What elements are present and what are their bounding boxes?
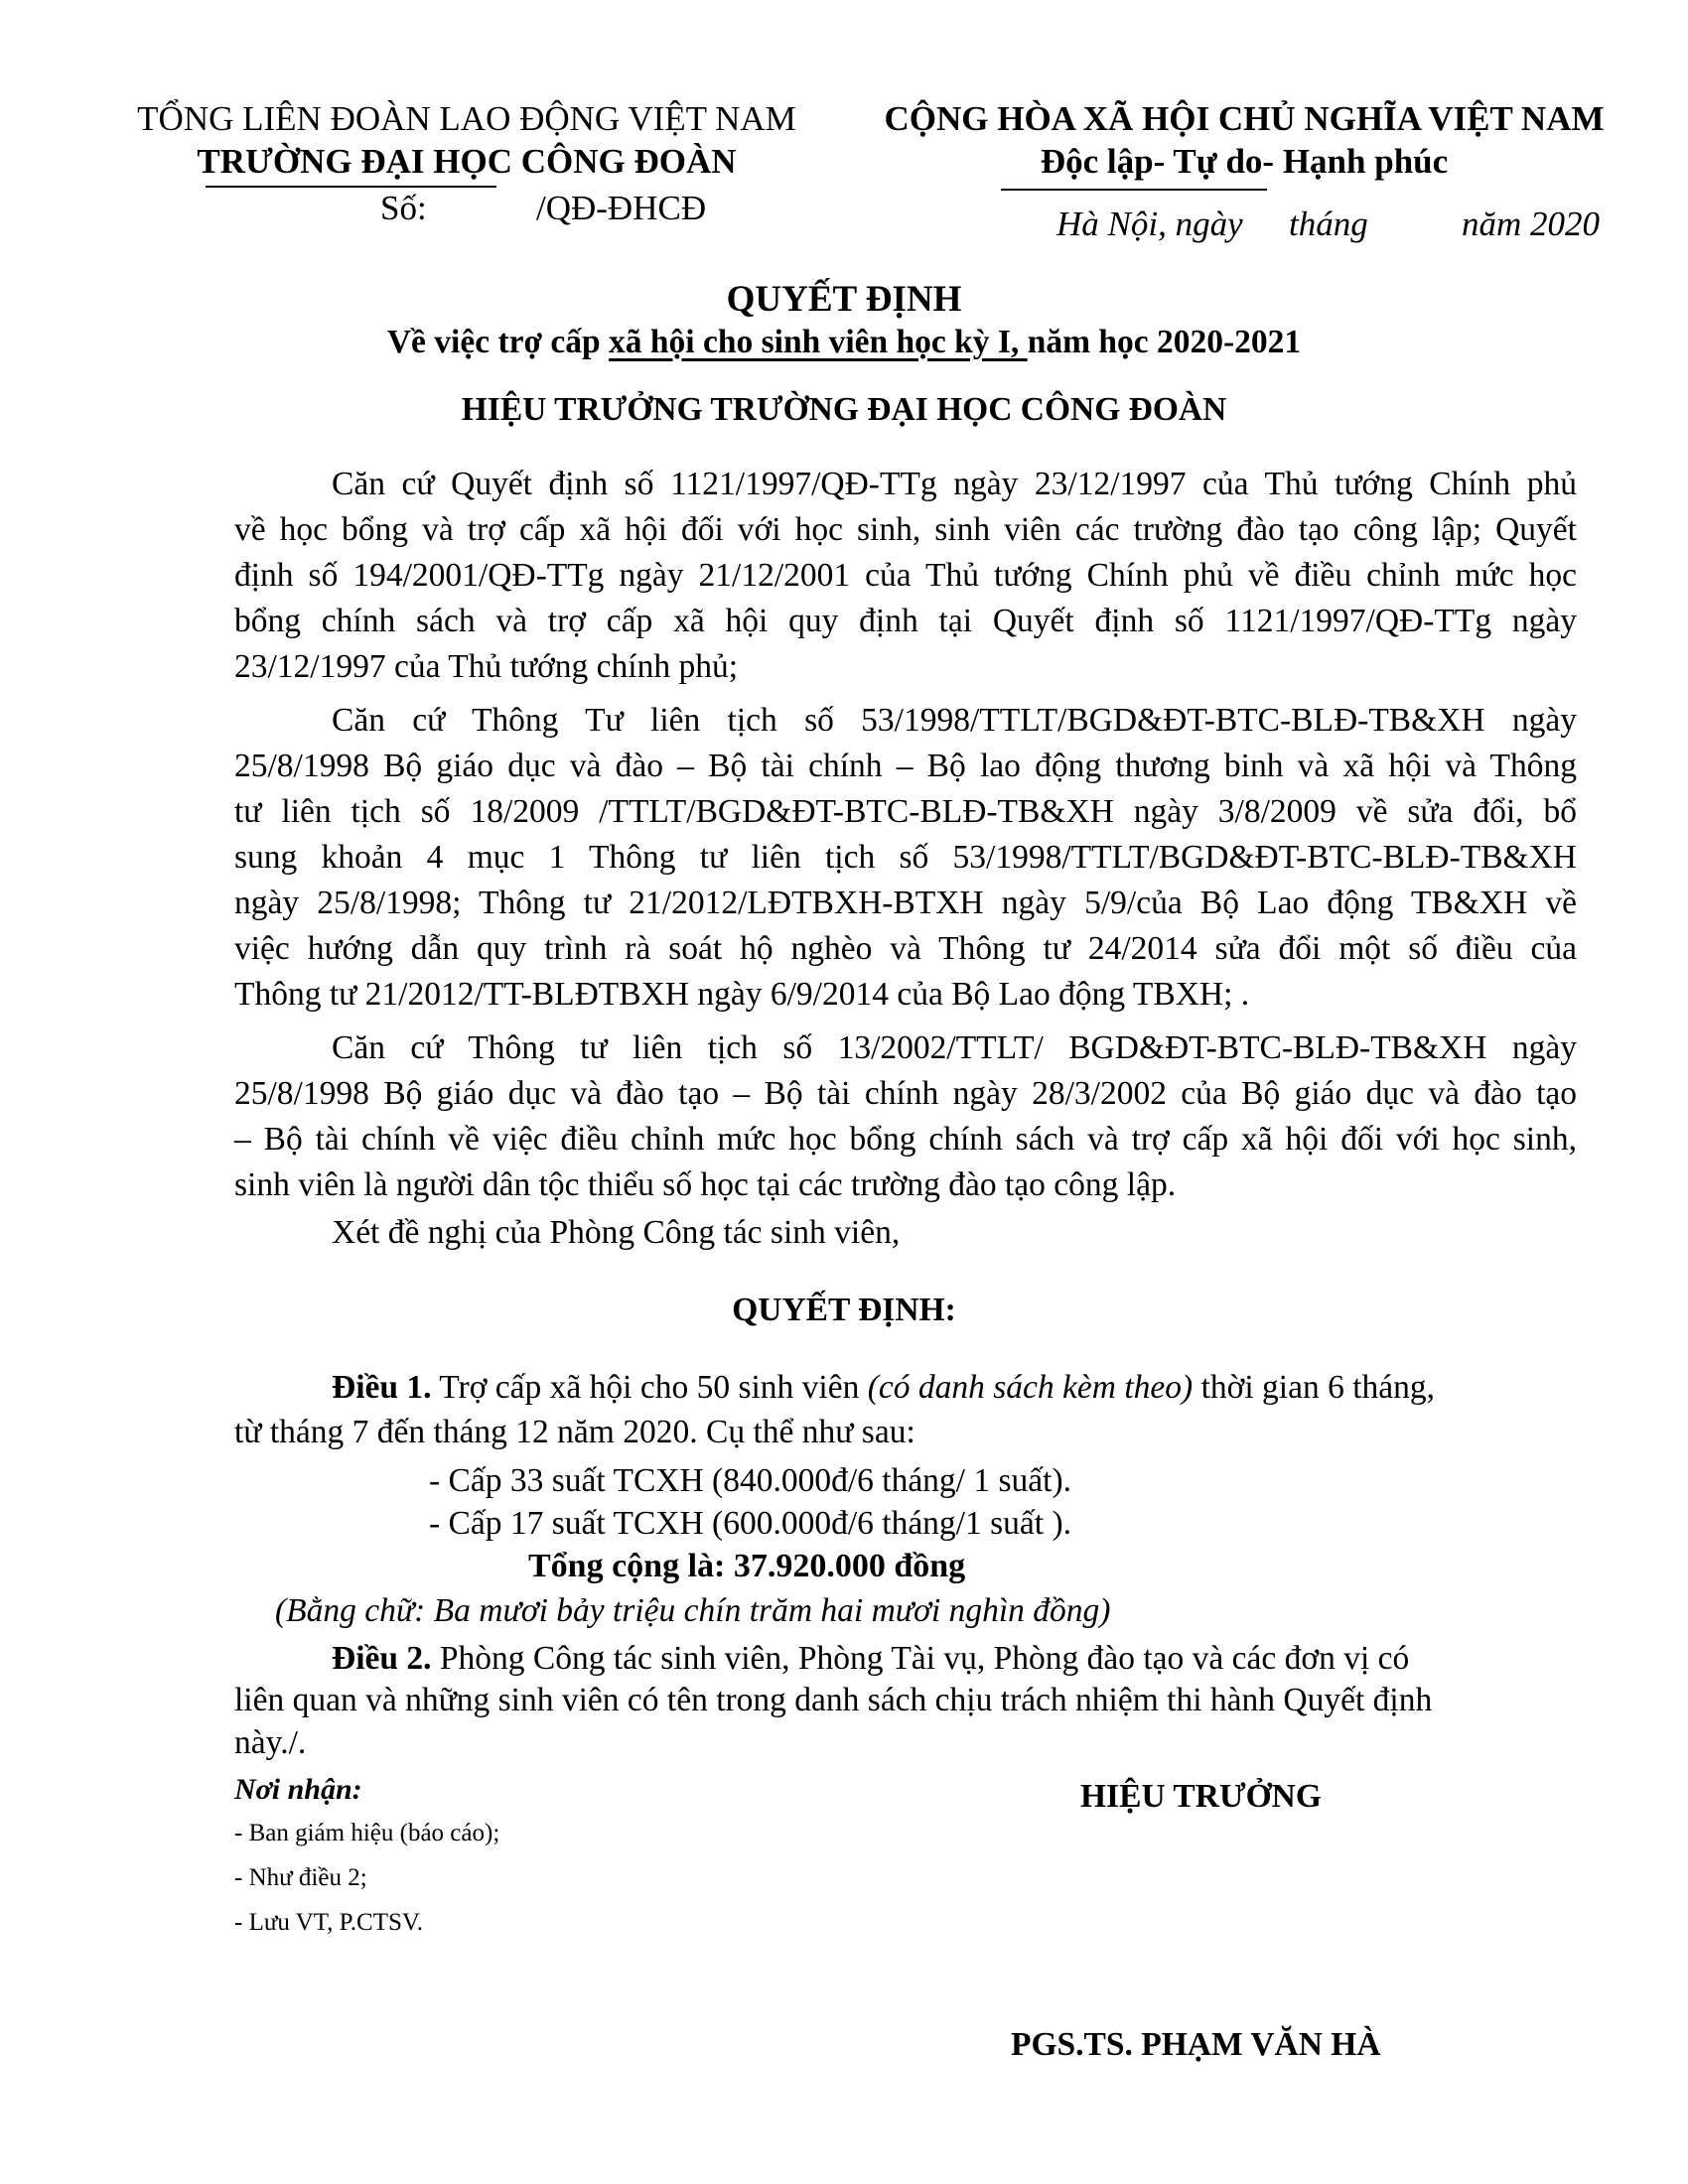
article-2-line-2: liên quan và những sinh viên có tên trong danh sách chịu trách nhiệm thi hành Quyết định xyxy=(234,1682,1433,1718)
article-1-duration: thời gian 6 tháng, xyxy=(1193,1369,1435,1406)
basis-2-line: việc hướng dẫn quy trình rà soát hộ nghèo và Thông tư 24/2014 sửa đổi một số điều của xyxy=(234,930,1577,967)
recipient-item: - Ban giám hiệu (báo cáo); xyxy=(234,1820,500,1846)
article-2-text: Phòng Công tác sinh viên, Phòng Tài vụ, Phòng đào tạo và các đơn vị có xyxy=(431,1640,1410,1677)
basis-1-line: bổng chính sách và trợ cấp xã hội quy định tại Quyết định số 1121/1997/QĐ-TTg ngày xyxy=(234,603,1577,639)
recipients-heading: Nơi nhận: xyxy=(234,1773,362,1806)
date-month-label: tháng xyxy=(1289,205,1368,243)
document-number-label: Số: xyxy=(380,189,427,227)
article-1-attachment-note: (có danh sách kèm theo) xyxy=(867,1369,1194,1406)
proposal-text: Xét đề nghị của Phòng Công tác sinh viên, xyxy=(332,1214,901,1251)
basis-1-line: về học bổng và trợ cấp xã hội đối với học sinh, sinh viên các trường đào tạo công lập; Quyết xyxy=(234,511,1577,548)
subject-prefix: Về việc trợ cấp xyxy=(386,324,610,360)
basis-1-line: Căn cứ Quyết định số 1121/1997/QĐ-TTg ngày 23/12/1997 của Thủ tướng Chính phủ xyxy=(332,466,1577,502)
article-1-line-1 xyxy=(332,1368,1674,1408)
document-number-suffix: /QĐ-ĐHCĐ xyxy=(536,189,707,227)
school-name: TRƯỜNG ĐẠI HỌC CÔNG ĐOÀN xyxy=(197,142,737,181)
date-year-label: năm 2020 xyxy=(1462,205,1601,243)
article-2-line-1 xyxy=(332,1639,1674,1679)
article-1-text: Trợ cấp xã hội cho 50 sinh viên xyxy=(431,1369,868,1406)
recipient-item: - Như điều 2; xyxy=(234,1864,367,1891)
school-underline xyxy=(206,186,496,188)
signer-name: PGS.TS. PHẠM VĂN HÀ xyxy=(1011,2026,1381,2063)
organization-name: TỔNG LIÊN ĐOÀN LAO ĐỘNG VIỆT NAM xyxy=(137,99,796,138)
basis-2-line: sung khoản 4 mục 1 Thông tư liên tịch số 53/1998/TTLT/BGD&ĐT-BTC-BLĐ-TB&XH xyxy=(234,839,1577,876)
document-subject xyxy=(0,323,1688,362)
basis-1-line: định số 194/2001/QĐ-TTg ngày 21/12/2001 của Thủ tướng Chính phủ về điều chỉnh mức học xyxy=(234,557,1577,594)
signer-title: HIỆU TRƯỞNG xyxy=(1080,1778,1322,1815)
place-date: Hà Nội, ngày xyxy=(1056,205,1243,243)
article-1-item: - Cấp 17 suất TCXH (600.000đ/6 tháng/1 suất ). xyxy=(429,1505,1071,1542)
recipient-item: - Lưu VT, P.CTSV. xyxy=(234,1909,423,1936)
basis-2-line: ngày 25/8/1998; Thông tư 21/2012/LĐTBXH-BTXH ngày 5/9/của Bộ Lao động TB&XH về xyxy=(234,885,1577,921)
article-2-line-3: này./. xyxy=(234,1724,307,1761)
issuing-authority: HIỆU TRƯỞNG TRƯỜNG ĐẠI HỌC CÔNG ĐOÀN xyxy=(461,391,1227,428)
document-title: QUYẾT ĐỊNH xyxy=(726,279,962,320)
basis-1-line: 23/12/1997 của Thủ tướng chính phủ; xyxy=(234,648,738,685)
article-2-label: Điều 2. xyxy=(332,1640,432,1677)
basis-2-line: 25/8/1998 Bộ giáo dục và đào – Bộ tài chính – Bộ lao động thương binh và xã hội và Thông xyxy=(234,748,1577,784)
decision-heading: QUYẾT ĐỊNH: xyxy=(732,1292,956,1328)
article-1-total-in-words: (Bằng chữ: Ba mươi bảy triệu chín trăm hai mươi nghìn đồng) xyxy=(275,1592,1111,1629)
basis-2-line: Căn cứ Thông Tư liên tịch số 53/1998/TTLT/BGD&ĐT-BTC-BLĐ-TB&XH ngày xyxy=(332,702,1577,739)
basis-3-line: – Bộ tài chính về việc điều chỉnh mức học bổng chính sách và trợ cấp xã hội đối với học sinh, xyxy=(234,1121,1577,1158)
basis-2-line: tư liên tịch số 18/2009 /TTLT/BGD&ĐT-BTC-BLĐ-TB&XH ngày 3/8/2009 về sửa đổi, bổ xyxy=(234,793,1577,830)
article-1-total: Tổng cộng là: 37.920.000 đồng xyxy=(528,1548,966,1584)
subject-underlined: xã hội cho sinh viên học kỳ I, xyxy=(609,324,1028,360)
basis-3-line: 25/8/1998 Bộ giáo dục và đào tạo – Bộ tài chính ngày 28/3/2002 của Bộ giáo dục và đào tạo xyxy=(234,1075,1577,1112)
article-1-item: - Cấp 33 suất TCXH (840.000đ/6 tháng/ 1 suất). xyxy=(429,1462,1071,1499)
article-1-line-2: từ tháng 7 đến tháng 12 năm 2020. Cụ thể như sau: xyxy=(234,1414,915,1450)
basis-2-line: Thông tư 21/2012/TT-BLĐTBXH ngày 6/9/2014 của Bộ Lao động TBXH; . xyxy=(234,976,1250,1013)
article-1-label: Điều 1. xyxy=(332,1369,432,1406)
basis-3-line: Căn cứ Thông tư liên tịch số 13/2002/TTLT/ BGD&ĐT-BTC-BLĐ-TB&XH ngày xyxy=(332,1029,1577,1066)
motto-underline xyxy=(1001,189,1267,191)
national-motto: Độc lập- Tự do- Hạnh phúc xyxy=(1040,142,1449,181)
subject-suffix: năm học 2020-2021 xyxy=(1027,324,1302,360)
basis-3-line: sinh viên là người dân tộc thiểu số học tại các trường đào tạo công lập. xyxy=(234,1166,1177,1203)
country-name: CỘNG HÒA XÃ HỘI CHỦ NGHĨA VIỆT NAM xyxy=(884,99,1605,138)
